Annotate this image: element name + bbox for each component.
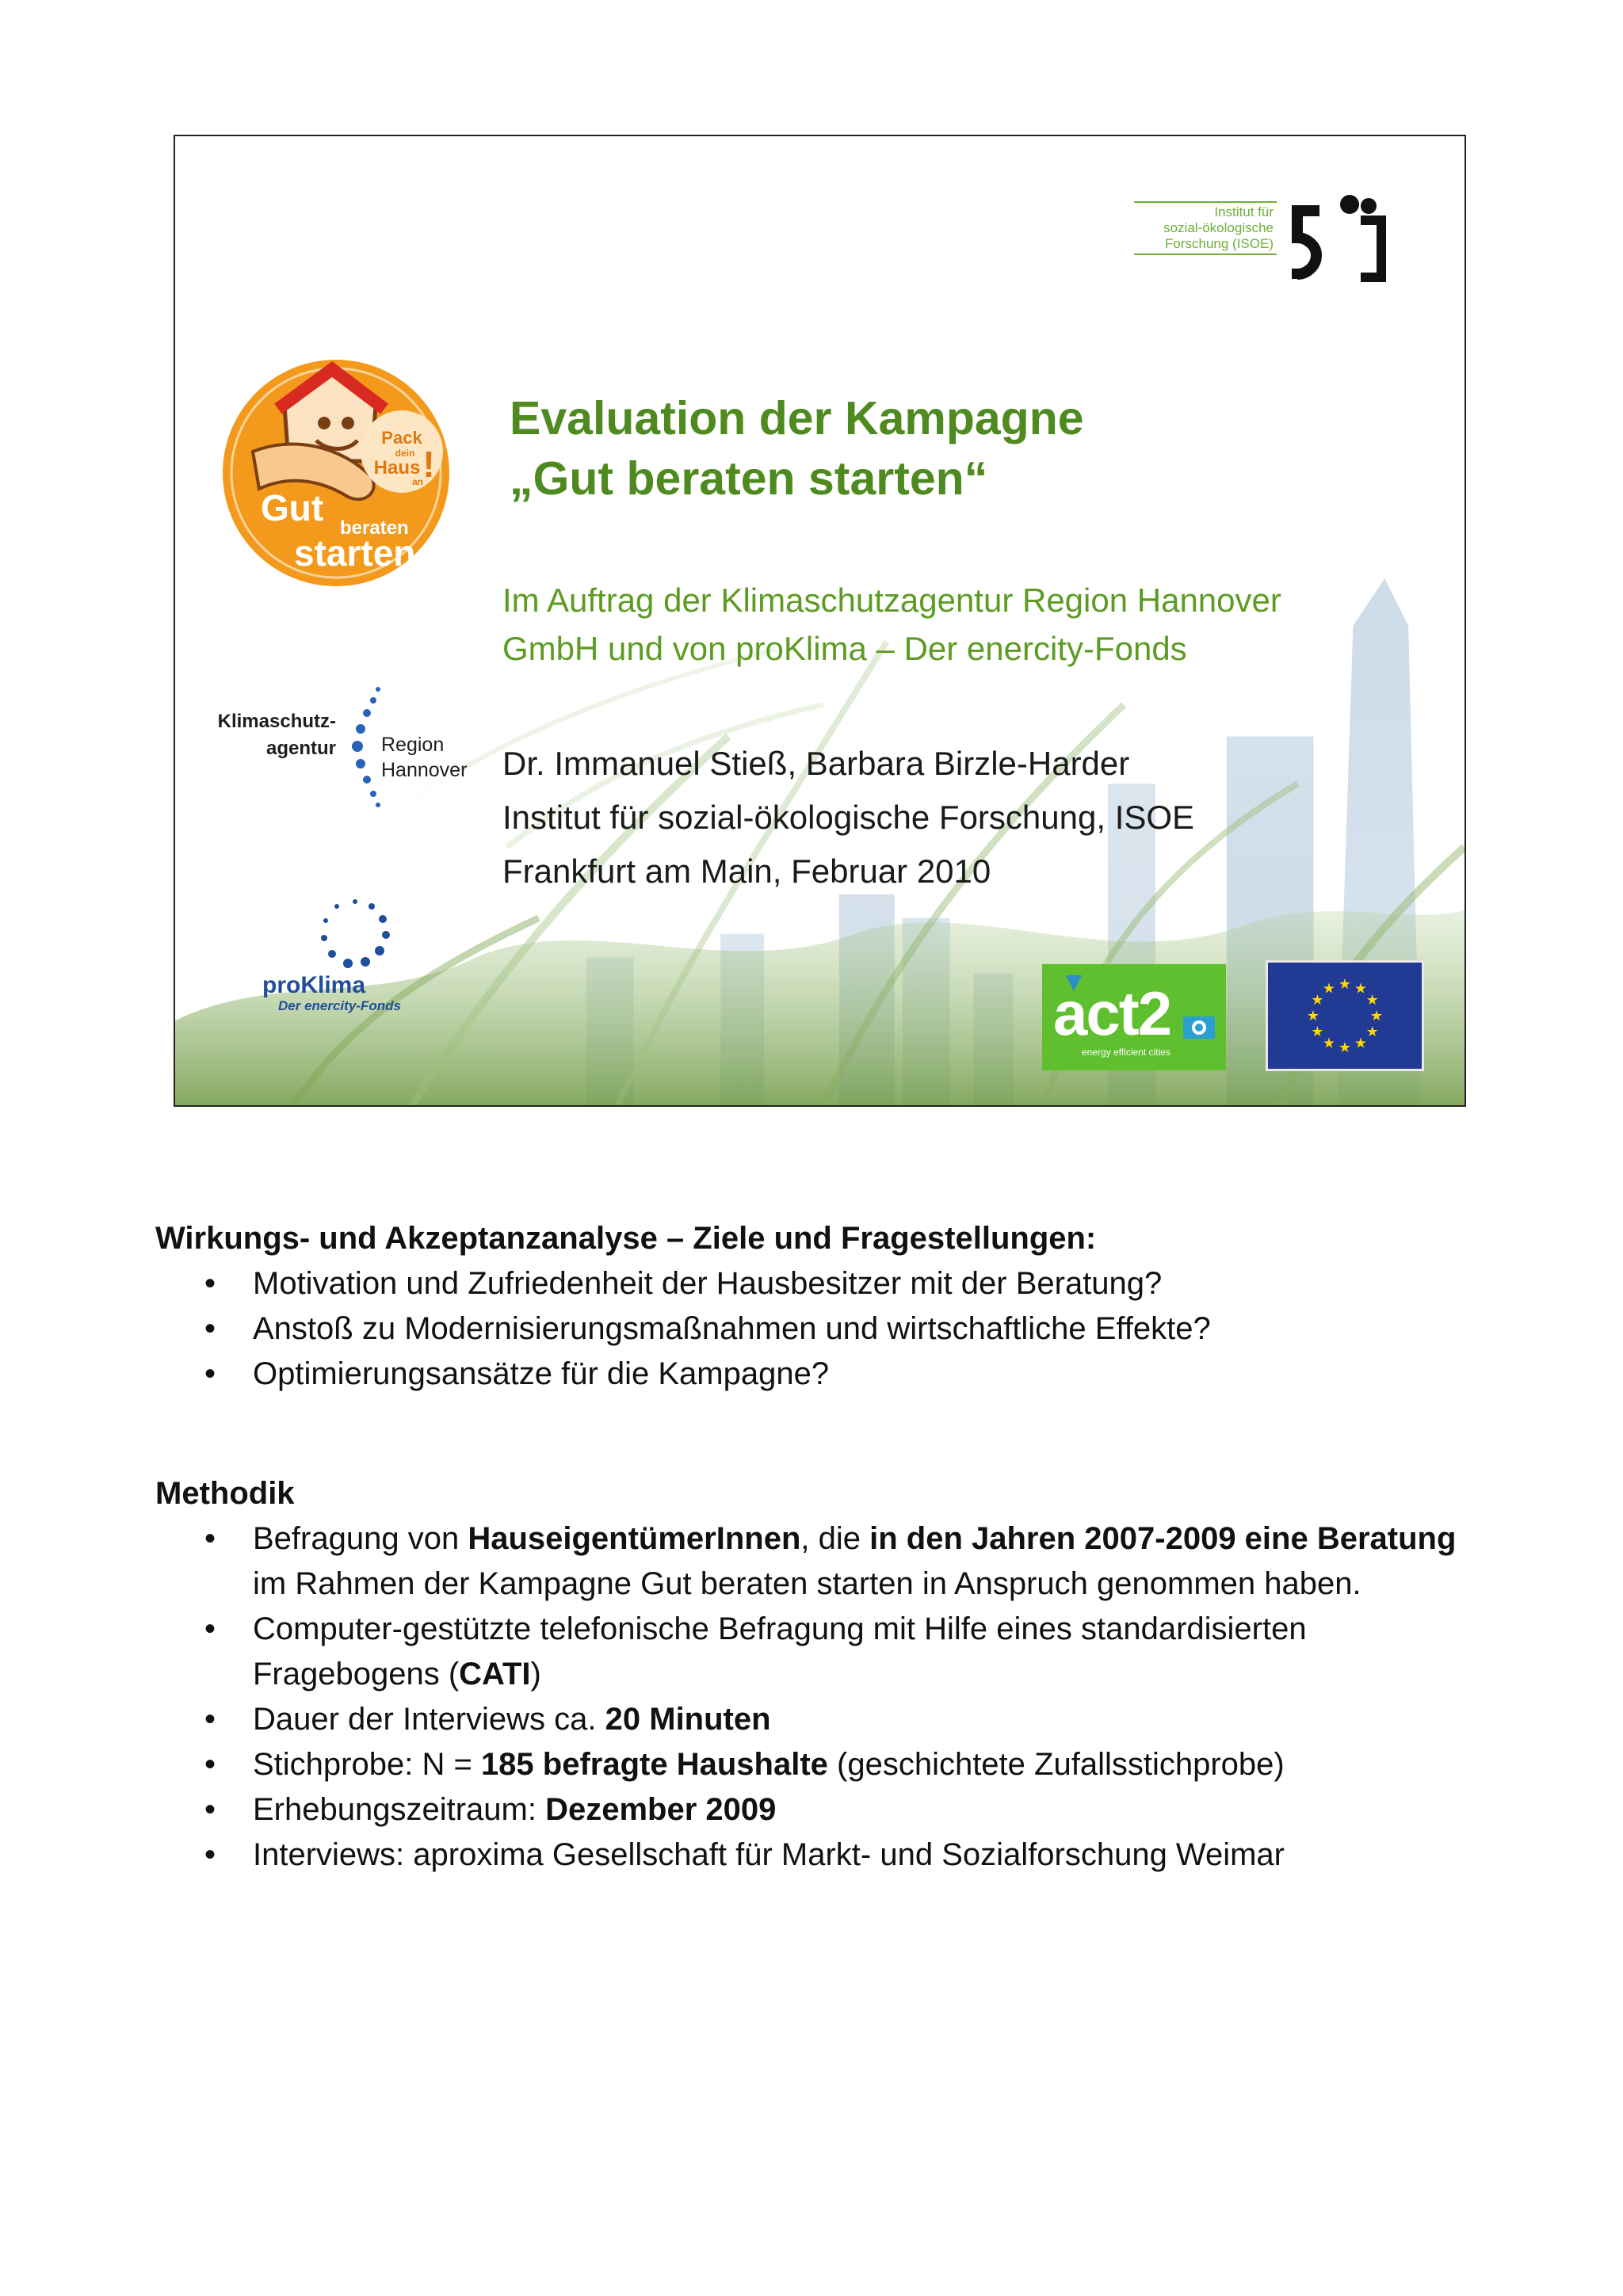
eu-star-icon: ★ <box>1354 980 1368 997</box>
list-item: • Anstoß zu Modernisierungsmaßnahmen und wirtschaftliche Effekte? <box>155 1306 1487 1352</box>
eu-stars-icon <box>1268 963 1422 1069</box>
klima-dots-icon <box>346 683 386 810</box>
list-item: • Motivation und Zufriedenheit der Hausbesitzer mit der Beratung? <box>155 1261 1487 1306</box>
svg-text:Haus: Haus <box>373 457 421 479</box>
eu-star-icon: ★ <box>1338 1039 1352 1056</box>
list-item: • Dauer der Interviews ca. 20 Minuten <box>155 1697 1487 1742</box>
isoe-logo-text: Institut für sozial-ökologische Forschung (ISOE) <box>1134 201 1277 255</box>
eu-star-icon: ★ <box>1365 992 1379 1009</box>
slide-title-line2: „Gut beraten starten“ <box>510 452 988 505</box>
eu-star-icon: ★ <box>1365 1024 1379 1040</box>
client-line2: GmbH und von proKlima – Der enercity-Fonds <box>502 630 1187 667</box>
list-item: • Optimierungsansätze für die Kampagne? <box>155 1352 1487 1397</box>
author-block <box>502 737 1194 898</box>
method-list <box>155 1516 1487 1878</box>
klima-logo-text-right: Region Hannover <box>381 734 468 781</box>
svg-text:starten: starten <box>294 532 416 574</box>
slide-title <box>510 388 1084 509</box>
svg-text:!: ! <box>422 444 435 485</box>
eu-star-icon: ★ <box>1338 976 1352 993</box>
institute: Institut für sozial-ökologische Forschung, ISOE <box>502 799 1195 836</box>
svg-text:beraten: beraten <box>340 517 409 539</box>
svg-text:Pack: Pack <box>381 428 422 448</box>
proklima-sub: Der enercity-Fonds <box>278 998 401 1013</box>
list-item: • Befragung von HauseigentümerInnen, die in den Jahren 2007-2009 eine Beratung im Rahmen der Kampagne Gut beraten starten in Anspruch genommen haben. <box>155 1516 1487 1607</box>
eu-flag-logo <box>1266 960 1424 1071</box>
eu-star-icon: ★ <box>1322 1035 1336 1052</box>
slide-title-line1: Evaluation der Kampagne <box>510 392 1084 444</box>
proklima-name: proKlima <box>262 972 366 998</box>
svg-text:an: an <box>411 476 424 487</box>
document-body <box>155 1216 1487 1878</box>
section-spacer <box>155 1397 1487 1471</box>
eu-star-icon: ★ <box>1311 992 1324 1009</box>
list-item: • Erhebungszeitraum: Dezember 2009 <box>155 1787 1487 1833</box>
eu-star-icon: ★ <box>1354 1035 1368 1052</box>
klimaschutzagentur-logo <box>213 683 468 810</box>
section-method-heading: Methodik <box>155 1476 295 1511</box>
proklima-logo <box>246 897 429 1016</box>
client-line1: Im Auftrag der Klimaschutzagentur Region Hannover <box>502 582 1281 619</box>
list-item: • Stichprobe: N = 185 befragte Haushalte (geschichtete Zufallsstichprobe) <box>155 1742 1487 1787</box>
goals-list <box>155 1261 1487 1397</box>
place-date: Frankfurt am Main, Februar 2010 <box>502 852 991 890</box>
eu-star-icon: ★ <box>1369 1008 1384 1024</box>
client-block <box>502 576 1281 673</box>
isoe-bracket-icon <box>1285 189 1396 284</box>
isoe-logo <box>1134 189 1403 284</box>
list-item: • Computer-gestützte telefonische Befragung mit Hilfe eines standardisierten Fragebogens (CATI) <box>155 1607 1487 1697</box>
eu-star-icon: ★ <box>1311 1024 1324 1040</box>
authors: Dr. Immanuel Stieß, Barbara Birzle-Harder <box>502 745 1130 782</box>
act2-camera-icon <box>1183 1013 1215 1042</box>
act2-word: act2 <box>1053 978 1171 1048</box>
section-goals-heading: Wirkungs- und Akzeptanzanalyse – Ziele und Fragestellungen: <box>155 1221 1097 1256</box>
title-slide <box>174 135 1466 1107</box>
act2-sub: energy efficient cities <box>1082 1047 1170 1058</box>
eu-star-icon: ★ <box>1306 1008 1320 1024</box>
svg-text:dein: dein <box>395 448 415 459</box>
svg-text:Gut: Gut <box>261 487 324 528</box>
list-item: • Interviews: aproxima Gesellschaft für Markt- und Sozialforschung Weimar <box>155 1833 1487 1878</box>
klima-logo-text-left: Klimaschutz- agentur <box>217 711 336 759</box>
gut-beraten-starten-badge <box>221 358 451 588</box>
act2-logo <box>1042 964 1226 1070</box>
badge-graphic <box>221 358 451 588</box>
eu-star-icon: ★ <box>1322 980 1336 997</box>
proklima-ring-icon <box>319 897 391 968</box>
